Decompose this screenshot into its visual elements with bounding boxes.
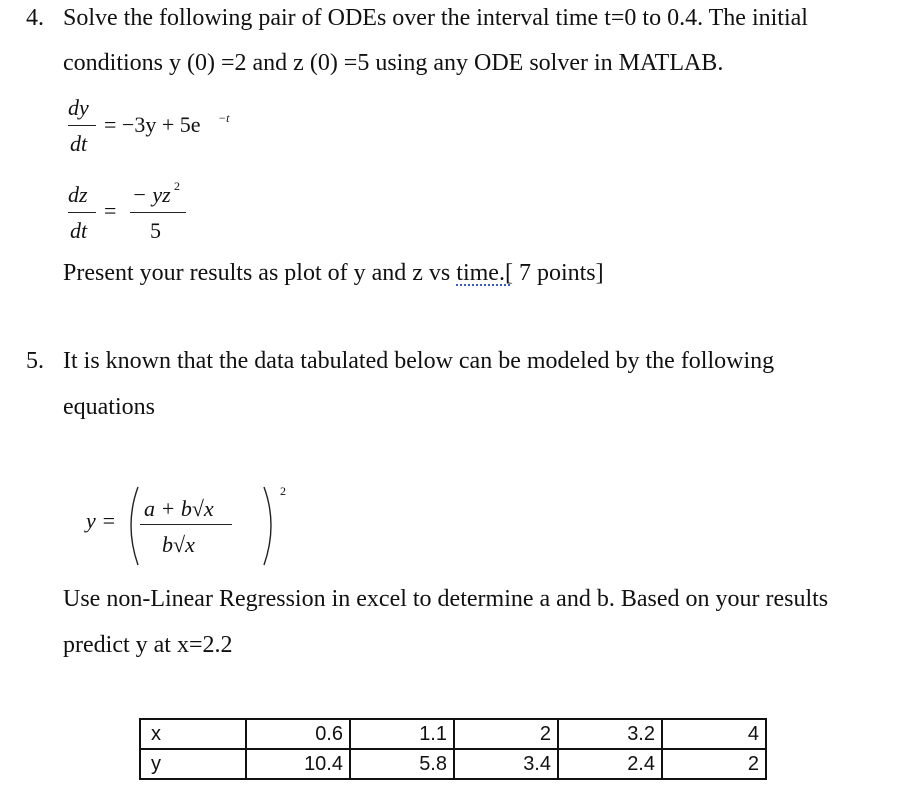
question-5-line-3: Use non-Linear Regression in excel to determine a and b. Based on your results [63,586,829,612]
eq1-numerator: dy [68,95,89,120]
table-cell: 2 [662,749,766,779]
table-cell: 2 [454,719,558,749]
table-cell: 3.2 [558,719,662,749]
eq2-denominator: dt [70,218,88,243]
table-cell-y-label: y [140,749,246,779]
eq2-rhs-fraction-bar [130,212,186,213]
question-5-line-1: It is known that the data tabulated below can be modeled by the following [63,348,775,374]
question-4-line-2: conditions y (0) =2 and z (0) =5 using any ODE solver in MATLAB. [63,50,724,76]
table-cell: 2.4 [558,749,662,779]
table-cell: 0.6 [246,719,350,749]
present-results-line [63,260,604,287]
eq1-exponent: −t [218,111,230,125]
model-lhs: y = [86,508,117,533]
eq2-numerator: dz [68,182,88,207]
table-cell: 3.4 [454,749,558,779]
present-prefix: Present your results as plot of y and z vs [63,260,457,286]
ode-equation-y [60,95,280,165]
data-table [139,718,767,780]
table-row-y [140,749,766,779]
comment-anchor-link[interactable]: time.[ [456,260,513,286]
table-cell-x-label: x [140,719,246,749]
table-cell: 1.1 [350,719,454,749]
table-cell: 10.4 [246,749,350,779]
present-suffix: 7 points] [512,260,604,286]
eq2-rhs-denominator: 5 [150,218,161,243]
table-cell: 4 [662,719,766,749]
ode-equation-z [60,176,280,246]
eq1-rhs: = −3y + 5e [104,112,201,137]
eq1-fraction-bar [68,125,96,126]
model-equation [86,478,286,574]
eq2-rhs-numerator: − yz [132,182,171,207]
eq1-denominator: dt [70,131,88,156]
eq2-equals: = [104,198,117,223]
question-5-number: 5. [26,348,44,374]
model-denominator: b√x [162,532,195,557]
model-numerator: a + b√x [144,496,214,521]
eq2-fraction-bar [68,212,96,213]
question-5-line-2: equations [63,394,155,420]
eq2-rhs-exponent: 2 [174,179,180,193]
question-4-number: 4. [26,5,44,31]
table-row-x [140,719,766,749]
question-5-line-4: predict y at x=2.2 [63,632,233,658]
question-4-line-1: Solve the following pair of ODEs over the interval time t=0 to 0.4. The initial [63,5,808,31]
model-exponent: 2 [280,484,286,498]
model-fraction-bar [140,524,232,525]
table-cell: 5.8 [350,749,454,779]
